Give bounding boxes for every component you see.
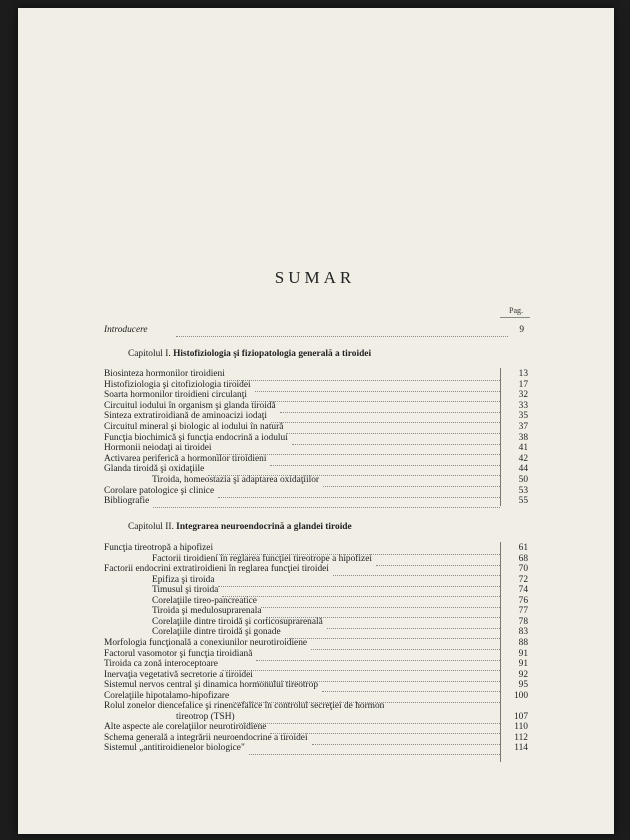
leader-dots xyxy=(176,326,508,337)
toc-entry-page: 9 xyxy=(519,325,524,335)
leader-dots xyxy=(229,370,500,381)
toc-entry-label: Biosinteza hormonilor tiroidieni xyxy=(104,369,225,379)
toc-entry xyxy=(104,497,528,506)
toc-entry-label: Epifiza şi tiroida xyxy=(152,574,215,585)
toc-entry xyxy=(104,423,528,432)
toc-entry-page: 76 xyxy=(518,595,528,606)
toc-entry-label: Funcţia tireotropă a hipofizei xyxy=(104,543,214,553)
toc-entry xyxy=(152,597,528,606)
leader-dots xyxy=(222,660,500,671)
toc-entry xyxy=(104,370,528,379)
toc-entry-label: Sistemul „antitiroidienelor biologice" xyxy=(104,743,245,754)
toc-entry-label: Glanda tiroidă şi oxidaţiile xyxy=(104,464,205,475)
toc-entry-page: 44 xyxy=(518,464,528,475)
toc-entry-label: Tiroida şi medulosuprarenala xyxy=(152,606,262,617)
toc-entry-label: Corelaţiile dintre tiroidă şi corticosuprarenală xyxy=(152,616,323,627)
leader-dots xyxy=(256,650,500,661)
leader-dots xyxy=(270,455,500,466)
toc-entry-page: 88 xyxy=(518,637,528,648)
toc-entry-page: 35 xyxy=(518,411,528,422)
toc-entry xyxy=(104,692,528,701)
toc-entry xyxy=(176,713,528,722)
toc-entry-label: Inervaţia vegetativă secretorie a tiroidei xyxy=(104,669,253,680)
leader-dots xyxy=(292,434,500,445)
toc-entry-label: Corolare patologice şi clinice xyxy=(104,485,215,496)
leader-dots xyxy=(376,555,500,566)
toc-entry-page: 114 xyxy=(514,743,528,754)
toc-entry xyxy=(104,487,528,496)
toc-entry-label: Sinteza extratiroidiană de aminoacizi iodaţi xyxy=(104,411,267,422)
toc-entry-label: Circuitul mineral şi biologic al iodului în natură xyxy=(104,422,284,432)
toc-entry-label: Factorii endocrini extratiroidieni în reglarea funcţiei tiroidei xyxy=(104,564,329,575)
toc-entry-page: 83 xyxy=(518,627,528,638)
toc-entry-label: Morfologia funcţională a conexiunilor neurotiroidiene xyxy=(104,637,308,648)
toc-entry-label: Corelaţiile dintre tiroidă şi gonade xyxy=(152,627,281,638)
toc-entry-page: 112 xyxy=(514,732,528,743)
toc-entry xyxy=(104,444,528,453)
toc-entry-label: Funcţia biochimică şi funcţia endocrină a iodului xyxy=(104,432,288,443)
toc-entry-page: 100 xyxy=(513,690,528,701)
toc-entry-label: Bibliografie xyxy=(104,496,150,507)
page-column-label: Pag. xyxy=(509,306,523,315)
toc-entry xyxy=(104,734,528,743)
chapter-1-prefix: Capitolul I. xyxy=(128,349,171,359)
toc-entry-page: 41 xyxy=(518,443,528,454)
page-column-rule xyxy=(500,317,530,318)
leader-dots xyxy=(333,565,500,576)
chapter-1-heading xyxy=(128,349,371,359)
toc-entry-label: Timusul şi tiroida xyxy=(152,585,219,596)
toc-entry xyxy=(104,544,528,553)
leader-dots xyxy=(271,412,500,423)
toc-entry-label: Rolul zonelor diencefalice şi rinencefalice în controlul secreţiei de hormon xyxy=(104,701,385,712)
toc-entry xyxy=(104,650,528,659)
toc-entry-page: 72 xyxy=(518,574,528,585)
toc-entry-page: 17 xyxy=(518,379,528,390)
leader-dots xyxy=(312,734,500,745)
toc-entry-label: Corelaţiile tireo-pancreatice xyxy=(152,595,257,606)
toc-entry xyxy=(104,660,528,669)
toc-entry-page: 74 xyxy=(518,585,528,596)
leader-dots xyxy=(239,713,500,724)
toc-entry-label: Schema generală a integrării neuroendocrine a tiroidei xyxy=(104,732,308,743)
toc-entry xyxy=(104,402,528,411)
chapter-1-title: Histofiziologia şi fiziopatologia generală a tiroidei xyxy=(173,349,372,359)
toc-entry-label: Factorii tiroidieni în reglarea funcţiei tireotrope a hipofizei xyxy=(152,553,372,564)
leader-dots xyxy=(153,497,500,508)
toc-entry xyxy=(104,639,528,648)
chapter-2-heading xyxy=(128,522,352,532)
toc-entry xyxy=(104,681,528,690)
toc-entry-label: Introducere xyxy=(104,325,148,335)
leader-dots xyxy=(249,744,500,755)
toc-entry xyxy=(104,434,528,443)
toc-entry xyxy=(152,555,528,564)
toc-entry xyxy=(152,618,528,627)
toc-entry-label: tireotrop (TSH) xyxy=(176,711,235,722)
leader-dots xyxy=(287,423,500,434)
toc-entry xyxy=(104,381,528,390)
toc-entry xyxy=(104,744,528,753)
leader-dots xyxy=(261,597,500,608)
toc-entry xyxy=(104,391,528,400)
chapter-2-prefix: Capitolul II. xyxy=(128,522,174,532)
page-column-divider xyxy=(500,368,501,506)
toc-entry-label: Sistemul nervos central şi dinamica hormonului tireotrop xyxy=(104,680,319,691)
toc-entry-label: Hormonii neiodaţi ai tiroidei xyxy=(104,443,212,454)
toc-entry-page: 77 xyxy=(518,606,528,617)
toc-entry-label: Corelaţiile hipotalamo-hipofizare xyxy=(104,690,230,701)
leader-dots xyxy=(255,381,500,392)
toc-entry-page: 110 xyxy=(514,722,528,733)
toc-entry xyxy=(104,723,528,732)
leader-dots xyxy=(311,639,500,650)
leader-dots xyxy=(285,628,500,639)
toc-entry xyxy=(104,565,528,574)
toc-entry-page: 92 xyxy=(518,669,528,680)
toc-entry xyxy=(104,702,528,711)
toc-entry-page: 78 xyxy=(518,616,528,627)
toc-entry-page: 91 xyxy=(518,648,528,659)
toc-entry-page: 50 xyxy=(518,475,528,485)
toc-entry-page: 68 xyxy=(518,553,528,564)
toc-entry xyxy=(152,586,528,595)
leader-dots xyxy=(251,391,500,402)
toc-entry-label: Alte aspecte ale corelaţiilor neurotiroidiene xyxy=(104,722,267,733)
toc-entry-page: 32 xyxy=(518,390,528,401)
page-title: SUMAR xyxy=(274,268,356,287)
toc-entry xyxy=(152,628,528,637)
page-column-divider xyxy=(500,542,501,762)
toc-entry-page: 61 xyxy=(518,543,528,553)
leader-dots xyxy=(322,681,500,692)
toc-entry-page: 38 xyxy=(518,432,528,443)
toc-entry-label: Histofiziologia şi citofiziologia tiroidei xyxy=(104,379,251,390)
toc-entry-label: Activarea periferică a hormonilor tiroidieni xyxy=(104,453,267,464)
toc-entry xyxy=(104,671,528,680)
leader-dots xyxy=(327,618,500,629)
toc-entry-page: 95 xyxy=(518,680,528,691)
toc-entry-label: Tiroida ca zonă interoceptoare xyxy=(104,659,218,670)
toc-entry-page: 42 xyxy=(518,453,528,464)
leader-dots xyxy=(280,402,500,413)
toc-entry-page: 55 xyxy=(518,496,528,507)
chapter-2-title: Integrarea neuroendocrină a glandei tiroide xyxy=(176,522,352,532)
toc-entry xyxy=(104,465,528,474)
toc-entry xyxy=(104,412,528,421)
toc-entry-label: Factorul vasomotor şi funcţia tiroidiană xyxy=(104,648,253,659)
leader-dots xyxy=(222,586,500,597)
toc-entry-page: 91 xyxy=(518,659,528,670)
toc-entry xyxy=(104,455,528,464)
leader-dots xyxy=(218,576,500,587)
toc-entry-introduction xyxy=(104,326,524,335)
toc-entry-page: 13 xyxy=(518,369,528,379)
toc-entry-label: Soarta hormonilor tiroidieni circulanţi xyxy=(104,390,247,401)
toc-entry xyxy=(152,576,528,585)
toc-entry-label: Circuitul iodului în organism şi glanda tiroidă xyxy=(104,400,276,411)
toc-entry-page: 107 xyxy=(513,711,528,722)
toc-entry xyxy=(152,476,528,485)
toc-entry-label: Tiroida, homeostazia şi adaptarea oxidaţiilor xyxy=(152,475,320,485)
toc-entry-page: 37 xyxy=(518,422,528,432)
leader-dots xyxy=(218,487,500,498)
toc-entry-page: 33 xyxy=(518,400,528,411)
toc-entry xyxy=(152,607,528,616)
leader-dots xyxy=(323,476,500,487)
toc-entry-page: 70 xyxy=(518,564,528,575)
toc-entry-page: 53 xyxy=(518,485,528,496)
